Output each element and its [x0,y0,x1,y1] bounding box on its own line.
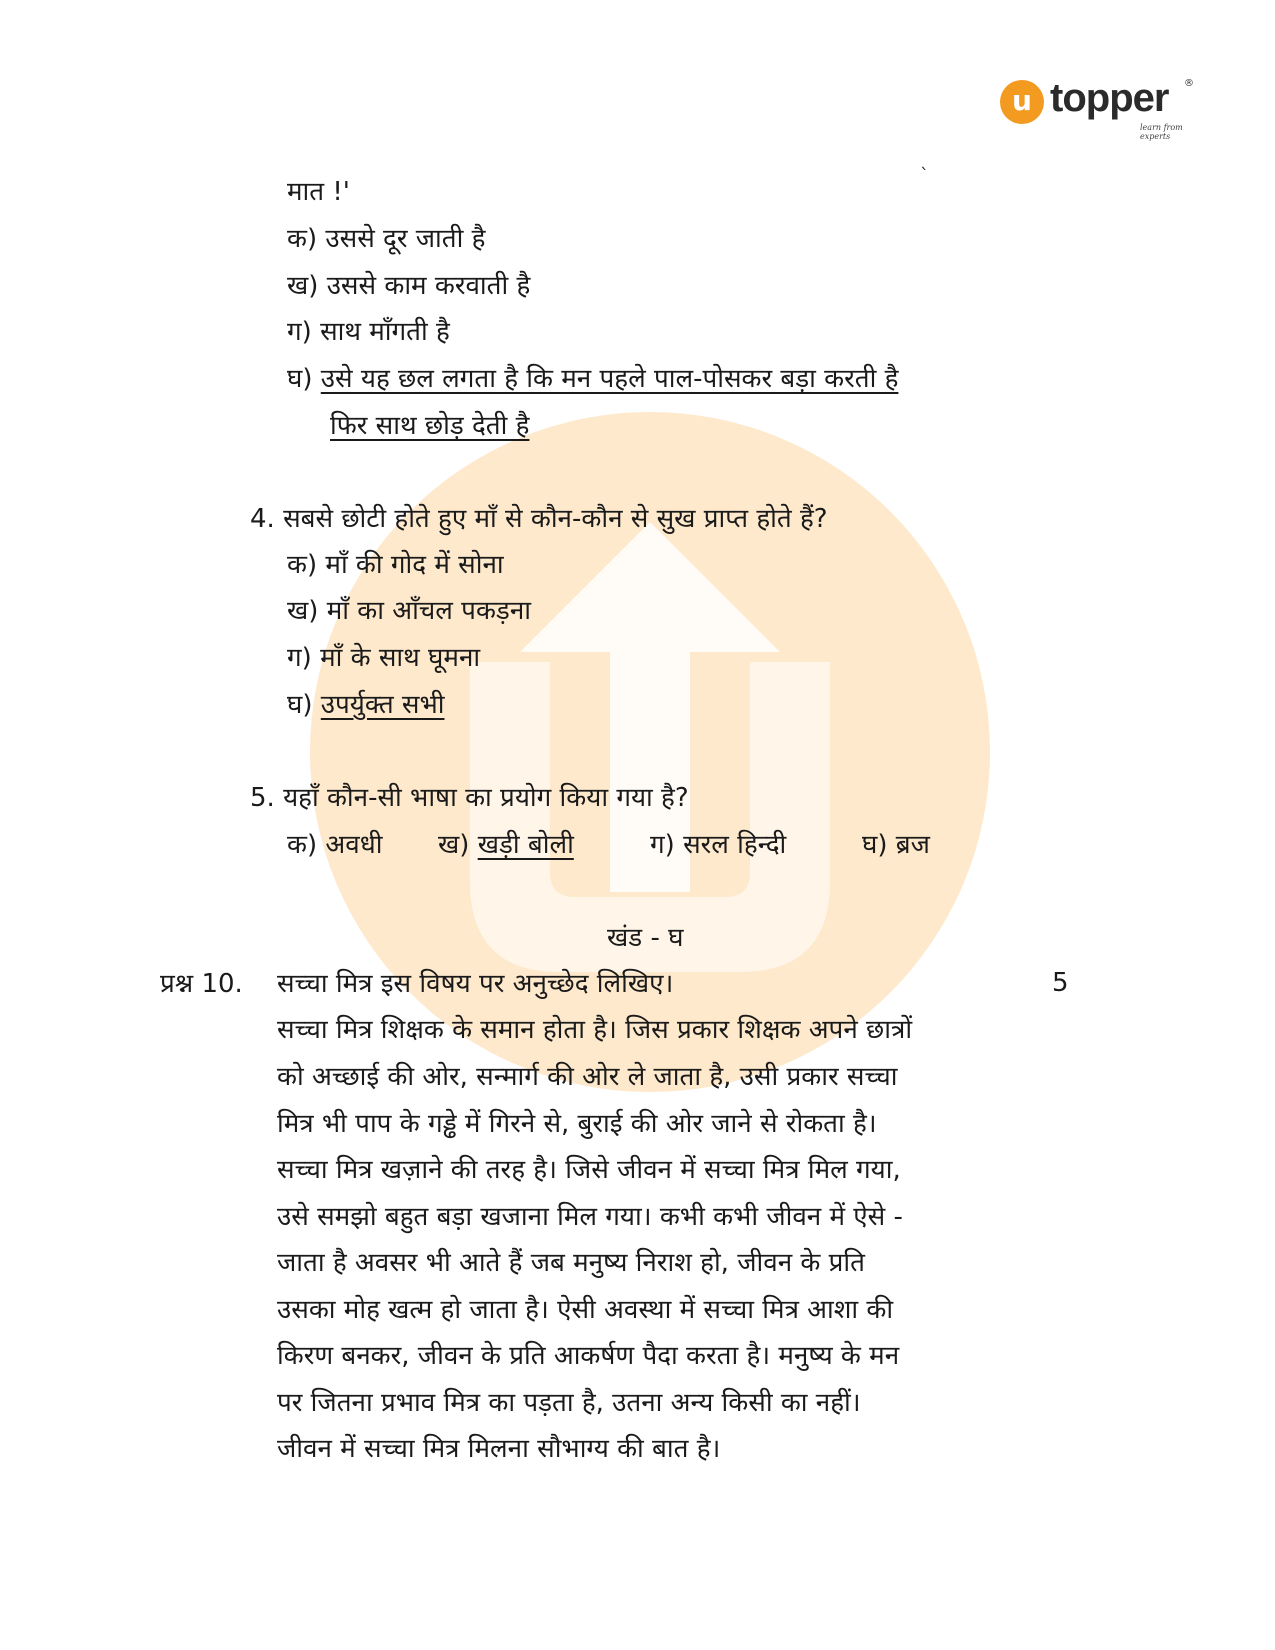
option-label: क) [287,550,318,580]
brand-logo [1000,76,1200,141]
q3-option-d [287,363,898,395]
q5-option-c [650,829,786,861]
q5-question: 5. यहाँ कौन-सी भाषा का प्रयोग किया गया है? [250,783,689,813]
q10-question: सच्चा मित्र इस विषय पर अनुच्छेद लिखिए। [277,969,674,999]
option-label: ग) [287,317,312,347]
q10-marks: 5 [1052,968,1069,998]
q5-option-d [862,829,930,861]
q3-option-c [287,316,450,348]
answer-line: को अच्छाई की ओर, सन्मार्ग की ओर ले जाता है, उसी प्रकार सच्चा [277,1062,898,1092]
answer-line: सच्चा मित्र खज़ाने की तरह है। जिसे जीवन में सच्चा मित्र मिल गया, [277,1155,901,1185]
correct-answer-text: फिर साथ छोड़ देती है [330,411,530,441]
answer-line: जीवन में सच्चा मित्र मिलना सौभाग्य की बात है। [277,1434,721,1464]
logo-tagline: learn from experts [1140,123,1183,141]
option-text: अवधी [325,830,383,860]
answer-line: जाता है अवसर भी आते हैं जब मनुष्य निराश हो, जीवन के प्रति [277,1248,865,1278]
option-label: ख) [438,830,470,860]
q5-option-b [438,829,574,861]
answer-line: किरण बनकर, जीवन के प्रति आकर्षण पैदा करता है। मनुष्य के मन [277,1341,900,1371]
q4-question: 4. सबसे छोटी होते हुए माँ से कौन-कौन से सुख प्राप्त होते हैं? [250,504,828,534]
correct-answer-text: उपर्युक्त सभी [320,690,445,720]
answer-line: पर जितना प्रभाव मित्र का पड़ता है, उतना अन्य किसी का नहीं। [277,1388,861,1418]
q4-option-c [287,642,480,674]
option-text: साथ माँगती है [320,317,450,347]
correct-answer-text: खड़ी बोली [477,830,574,860]
option-text: उससे दूर जाती है [325,224,486,254]
option-label: घ) [287,690,313,720]
logo-u-icon: u [1000,80,1044,124]
section-title: खंड - घ [607,923,684,953]
option-text: उससे काम करवाती है [326,271,531,301]
option-text: माँ के साथ घूमना [320,643,481,673]
option-text: सरल हिन्दी [683,830,787,860]
option-text: ब्रज [895,830,930,860]
option-label: घ) [287,364,313,394]
q3-continued-line: मात !' [287,177,350,207]
option-label: घ) [862,830,888,860]
option-label: ग) [650,830,675,860]
answer-line: मित्र भी पाप के गड्ढे में गिरने से, बुराई की ओर जाने से रोकता है। [277,1109,877,1139]
logo-wordmark: topper [1050,76,1169,120]
option-label: ख) [287,271,319,301]
option-label: ग) [287,643,312,673]
answer-line: सच्चा मित्र शिक्षक के समान होता है। जिस प्रकार शिक्षक अपने छात्रों [277,1015,913,1045]
registered-mark: ® [1184,78,1194,89]
option-label: ख) [287,596,319,626]
q4-option-b [287,595,531,627]
correct-answer-text: उसे यह छल लगता है कि मन पहले पाल-पोसकर बड़ा करती है [320,364,899,394]
answer-line: उसे समझो बहुत बड़ा खजाना मिल गया। कभी कभी जीवन में ऐसे - [277,1202,903,1232]
option-text: माँ की गोद में सोना [325,550,504,580]
answer-line: उसका मोह खत्म हो जाता है। ऐसी अवस्था में सच्चा मित्र आशा की [277,1295,894,1325]
stray-mark: ˎ [920,150,929,171]
q3-option-b [287,270,530,302]
option-label: क) [287,224,318,254]
q5-option-a [287,829,382,861]
q10-number: प्रश्न 10. [160,969,243,999]
option-text: माँ का आँचल पकड़ना [326,596,531,626]
option-label: क) [287,830,318,860]
q3-option-d-continued [330,410,529,442]
q4-option-d [287,689,445,721]
q3-option-a [287,223,485,255]
q4-option-a [287,549,504,581]
